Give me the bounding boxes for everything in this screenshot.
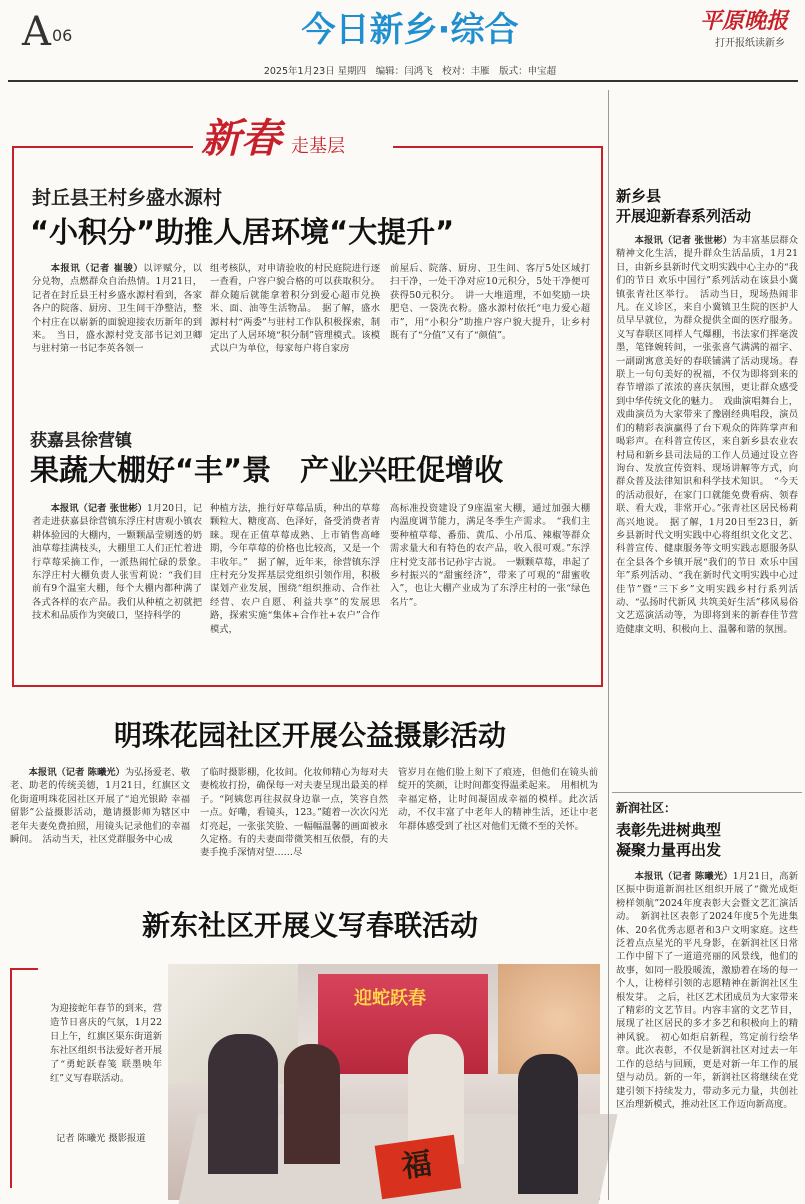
photo-story-column-3 <box>398 766 598 886</box>
photo-story-text-2: 了临时摄影棚，化妆间。化妆师精心为每对夫妻梳妆打扮，确保每一对夫妻呈现出最美的样子。“阿姨您再往叔叔身边靠一点，笑容自然一点。好嘞，看镜头，123。”随着一次次闪光灯亮起，一张张笑脸、一幅幅温馨的画面被永久定格。有的夫妻面带微笑相互依偎，有的夫妻手挽手深情对望……尽 <box>200 767 388 859</box>
photo-person-1 <box>208 1034 278 1174</box>
article2-text-1: 1月20日，记者走进获嘉县徐营镇东浮庄村唐观小镇农耕体验园的大棚内，一颗颗晶莹剔透的奶油草莓挂满枝头，大棚里工人们正忙着进行草莓采摘工作，一派热闹忙碌的景象。 东浮庄村大棚负责人张雪莉说：“我们目前有9个温室大棚，每个大棚内都种满了各式各样的农产品。我们从种植之初就把技术和品质作为突破口，坚持科学的 <box>32 503 212 622</box>
article2-text-3: 高标准投资建设了9座温室大棚，通过加强大棚内温度调节能力，满足冬季生产需求。 “我们主要种植草莓、番茄、黄瓜、小吊瓜、辣椒等群众需求量大和有特色的农产品，收入很可观。”东浮庄村党支部书记孙宇古说。 一颗颗草莓，串起了乡村振兴的“甜蜜经济”，带来了可观的“甜蜜收入”，也让大棚产业成为了东浮庄村的一张“绿色名片”。 <box>390 503 590 608</box>
couplet-caption <box>50 1002 162 1114</box>
couplet-photo <box>168 964 600 1200</box>
article2-title: 果蔬大棚好“丰”景 产业兴旺促增收 <box>30 453 504 487</box>
article1-text-3: 前屋后、院落、厨房、卫生间、客厅5处区域打扫干净，一处干净对应10元积分，5处干净便可获得50元积分。 讲一大堆道理，不如奖励一块肥皂、一袋洗衣粉。盛水源村依托“电力爱心超市”，用“小积分”助推户容户貌大提升，让乡村既有了“分值”又有了“颜值”。 <box>390 263 590 342</box>
dateline: 2025年1月23日 星期四 编辑：闫鸿飞 校对：丰雁 版式：申宝超 <box>263 66 557 77</box>
right-article2-title-1: 表彰先进树典型 <box>616 821 722 839</box>
couplet-credit-text: 记者 陈曦光 摄影报道 <box>56 1133 146 1144</box>
article1-text-1: 以评赋分，以分兑物，点燃群众自治热情。1月21日，记者在封丘县王村乡盛水源村看到，各家各户的院落、厨房、卫生间干净整洁，整个村庄在以崭新的面貌迎接农历新年的到来。 当日，盛水源村党支部书记刘卫卿与驻村第一书记李英各领一 <box>32 263 202 355</box>
caption-frame-top <box>10 968 38 970</box>
article1-byline: 本报讯（记者 崔骏） <box>50 263 144 274</box>
right-article2-byline: 本报讯（记者 陈曦光） <box>634 871 733 882</box>
newspaper-logo: 平原晚报 <box>700 8 789 34</box>
photo-fu-character: 福 <box>399 1146 435 1186</box>
photo-red-paper <box>375 1135 462 1200</box>
photo-story-byline: 本报讯（记者 陈曦光） <box>28 767 125 778</box>
page-header <box>0 0 805 77</box>
article1-column-1 <box>32 262 202 412</box>
feature-logo <box>193 110 393 170</box>
header-rule <box>8 80 798 82</box>
photo-story-column-2 <box>200 766 388 886</box>
article1-text-2: 组考核队，对申请验收的村民庭院进行逐一查看，户容户貌合格的可以获取积分。群众随后就能拿着积分到爱心超市兑换米、面、油等生活物品。 据了解，盛水源村村“两委”与驻村工作队积极探索，制定出了人居环境“积分制”管理模式。该模式以户为单位，每家每户将自家房 <box>210 263 380 355</box>
right-article1-byline: 本报讯（记者 张世彬） <box>634 235 733 246</box>
article1-kicker: 封丘县王村乡盛水源村 <box>32 187 223 209</box>
right-article1-title-1: 新乡县 <box>616 187 662 205</box>
right-column-rule <box>608 90 609 1200</box>
caption-frame <box>10 968 12 1188</box>
photo-person-4 <box>518 1054 578 1194</box>
section-title: 今日新乡·综合 <box>301 10 519 50</box>
couplet-caption-text: 为迎接蛇年春节的到来，营造节日喜庆的气氛，1月22日上午，红旗区渠东街道新东社区组织书法爱好者开展了“勇蛇跃春笺 联墨映年红”义写春联活动。 <box>50 1003 162 1084</box>
photo-banner-text: 迎蛇跃春 <box>354 988 426 1009</box>
right-article1-body <box>616 234 798 782</box>
photo-story-text-1: 为弘扬爱老、敬老、助老的传统美德，1月21日，红旗区文化街道明珠花园社区开展了“追光银龄 幸福留影”公益摄影活动，邀请摄影师为辖区中老年夫妻免费拍照，用镜头记录他们的幸福瞬间。 活动当天，社区党群服务中心成 <box>10 767 190 846</box>
photo-story-text-3: 管岁月在他们脸上刻下了痕迹，但他们在镜头前绽开的笑颜，让时间都变得温柔起来。 用相机为幸福定格，让时间凝固成幸福的模样。此次活动，不仅丰富了中老年人的精神生活，还让中老年群体感受到了社区对他们无微不至的关怀。 <box>398 767 598 832</box>
page-letter: A <box>22 9 51 55</box>
right-article1-title-2: 开展迎新春系列活动 <box>616 207 752 225</box>
article2-byline: 本报讯（记者 张世彬） <box>50 503 147 514</box>
photo-story-column-1 <box>10 766 190 886</box>
right-article2-kicker: 新润社区： <box>616 801 677 815</box>
right-article2-body <box>616 870 798 1196</box>
page-number: 06 <box>52 26 73 45</box>
right-article2-title-2: 凝聚力量再出发 <box>616 841 722 859</box>
article1-title: “小积分”助推人居环境“大提升” <box>30 215 455 249</box>
right-article1-text: 为丰富基层群众精神文化生活，提升群众生活品质，1月21日，由新乡县新时代文明实践中心主办的“我们的节日 欢乐中国行”系列活动在该县小冀镇张青社区举行。 活动当日，现场热闹非凡。在义诊区，来自小冀镇卫生院的医护人员早早就位，为群众提供全面的医疗服务。义写春联区同样人气爆棚，书法家们挥毫泼墨，笔锋婉转间，一张张喜气满满的福字、一副副寓意美好的春联铺满了活动现场。春联上一句句美好的祝福，不仅为即将到来的春节增添了浓浓的喜庆氛围，更让群众感受到中华传统文化的魅力。 戏曲演唱舞台上，戏曲演员为大家带来了豫剧经典唱段，演员们的精彩表演赢得了台下观众的阵阵掌声和喝彩声。在科普宣传区，来自新乡县农业农村局和新乡县司法局的工作人员通过设立咨询台、发放宣传资料、现场讲解等方式，向群众普及法律知识和科学技术知识。 “今天的活动很好，在家门口就能免费看病、领春联、看大戏，非常开心。”张青社区居民杨莉高兴地说。 据了解，1月20日至23日，新乡县新时代文明实践中心将组织文化文艺、科普宣传、健康服务等文明实践志愿服务队在全县各个乡镇开展“我们的节日 欢乐中国年”系列活动、“我在新时代文明实践中心过佳节”暨“三下乡”文明实践乡村行系列活动、“弘扬时代新风 共筑美好生活”移风易俗文艺巡演活动等，为即将到来的新春佳节营造健康文明、积极向上、温馨和谐的氛围。 <box>616 235 798 635</box>
feature-logo-main: 新春 <box>201 115 281 162</box>
article1-column-3 <box>390 262 590 412</box>
article1-column-2 <box>210 262 380 412</box>
article2-text-2: 种植方法，推行好草莓品质，种出的草莓颗粒大、糖度高、色泽好，备受消费者青睐。现在正值草莓成熟、上市销售高峰期，今年草莓的价格也比较高，又是一个丰收年。” 据了解，近年来，徐营镇东浮庄村充分发挥基层党组织引领作用，积极谋划产业发展，围绕“组织推动、合作社经营、农户自愿、利益共享”的发展思路，探索实施“集体+合作社+农户”合作模式， <box>210 503 380 635</box>
photo-person-2 <box>284 1044 340 1164</box>
right-divider <box>612 792 802 793</box>
article2-column-1 <box>32 502 212 680</box>
couplet-credit <box>56 1132 162 1164</box>
article2-column-3 <box>390 502 590 680</box>
couplet-title: 新东社区开展义写春联活动 <box>141 909 478 942</box>
article2-column-2 <box>210 502 380 680</box>
slogan: 打开报纸读新乡 <box>715 38 785 49</box>
article2-kicker: 获嘉县徐营镇 <box>30 431 132 451</box>
right-article2-text: 1月21日，高新区振中街道新润社区组织开展了“微光成炬 榜样领航”2024年度表彰大会暨文艺汇演活动。 新润社区表彰了2024年度5个先进集体、20名优秀志愿者和3户文明家庭。这些泛着点点星光的平凡身影，在新润社区日常工作中留下了一道道亮丽的风景线，他们的故事，如同一股股暖流，激励着在场的每一个人，让榜样引领的志愿精神在新润社区生根发芽。 之后，社区艺术团成员为大家带来了精彩的文艺节目。内容丰富的文艺节目，展现了社区居民的多才多艺和积极向上的精神风貌。 初心如炬启新程，笃定前行绘华章。此次表彰，不仅是新润社区对过去一年工作的总结与回顾，更是对新一年工作的展望与动员。新的一年，新润社区将继续在党建引领下持续发力，带动多元力量，共创社区治理新模式，推动社区工作迈向新高度。 <box>616 871 798 1110</box>
photo-story-title: 明珠花园社区开展公益摄影活动 <box>113 719 506 752</box>
feature-logo-sub: 走基层 <box>291 136 345 157</box>
